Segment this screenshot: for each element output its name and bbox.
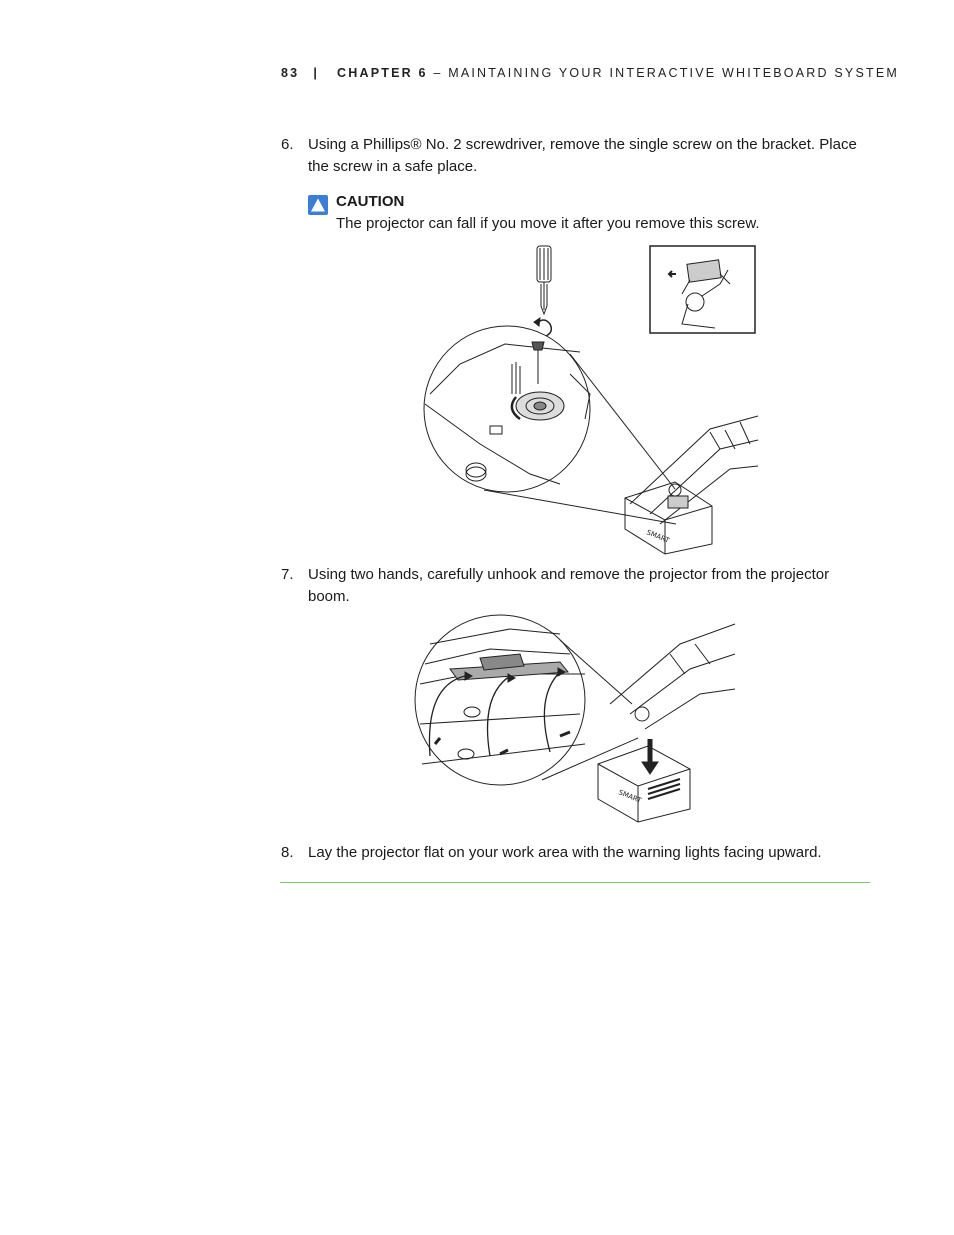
inset-frame xyxy=(650,246,755,333)
step-number: 6. xyxy=(281,136,294,153)
section-divider xyxy=(280,882,870,883)
running-header xyxy=(281,66,899,80)
caution-message: The projector can fall if you move it after you remove this screw. xyxy=(336,215,760,232)
chapter-label: CHAPTER 6 xyxy=(337,66,428,80)
header-dash: – xyxy=(433,66,443,80)
step-6 xyxy=(281,134,861,178)
step-text: Lay the projector flat on your work area with the warning lights facing upward. xyxy=(308,844,822,861)
caution-title: CAUTION xyxy=(336,193,405,210)
header-separator: | xyxy=(313,66,320,80)
page-number: 83 xyxy=(281,66,300,80)
screw-removal-illustration xyxy=(420,244,760,556)
projector-removal-illustration xyxy=(410,614,740,826)
step-text: Using two hands, carefully unhook and remove the projector from the projector boom. xyxy=(308,566,830,605)
step-text: Using a Phillips® No. 2 screwdriver, remove the single screw on the bracket. Place the screw in a safe place. xyxy=(308,136,857,175)
step-number: 7. xyxy=(281,566,294,583)
caution-box xyxy=(308,191,868,235)
svg-text:SMART: SMART xyxy=(645,528,671,545)
caution-triangle-icon xyxy=(308,195,328,215)
step-8 xyxy=(281,842,861,864)
svg-text:SMART: SMART xyxy=(617,788,643,805)
magnify-circle xyxy=(415,615,585,785)
step-7 xyxy=(281,564,861,608)
step-number: 8. xyxy=(281,844,294,861)
chapter-title: MAINTAINING YOUR INTERACTIVE WHITEBOARD SYSTEM xyxy=(448,66,899,80)
